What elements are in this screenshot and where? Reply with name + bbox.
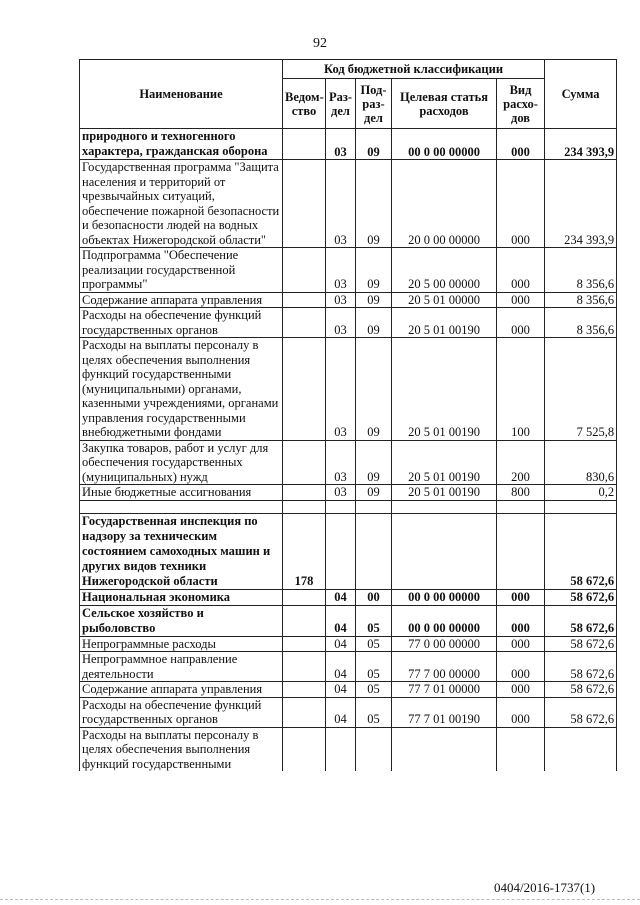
row-target-item: 20 5 01 00190 [392, 338, 497, 441]
row-name: Содержание аппарата управления [80, 682, 283, 698]
table-row [80, 500, 617, 513]
row-name: природного и техногенного характера, гражданская оборона [80, 129, 283, 160]
row-target-item: 20 5 01 00190 [392, 440, 497, 485]
table-row [80, 682, 617, 698]
scan-edge-divider [0, 899, 640, 900]
table-row [80, 292, 617, 308]
table-row [80, 697, 617, 727]
row-department [283, 652, 326, 682]
row-target-item: 20 5 01 00000 [392, 292, 497, 308]
table-row [80, 513, 617, 589]
row-amount: 8 356,6 [545, 292, 617, 308]
row-expense-type [497, 727, 545, 771]
row-expense-type: 000 [497, 308, 545, 338]
row-target-item: 00 0 00 00000 [392, 129, 497, 160]
row-expense-type: 000 [497, 636, 545, 652]
table-row [80, 440, 617, 485]
row-amount: 58 672,6 [545, 697, 617, 727]
row-name: Государственная инспекция по надзору за техническим состоянием самоходных машин и других видов техники Нижегородской области [80, 513, 283, 589]
row-subsection: 09 [356, 129, 392, 160]
row-name: Непрограммное направление деятельности [80, 652, 283, 682]
table-row [80, 652, 617, 682]
row-section: 04 [326, 652, 356, 682]
row-subsection: 09 [356, 160, 392, 248]
row-section: 03 [326, 338, 356, 441]
row-section: 03 [326, 308, 356, 338]
header-amount: Сумма [545, 60, 617, 129]
row-subsection: 09 [356, 308, 392, 338]
row-expense-type: 000 [497, 292, 545, 308]
row-subsection: 09 [356, 440, 392, 485]
row-expense-type: 000 [497, 682, 545, 698]
row-amount: 0,2 [545, 485, 617, 501]
header-code-group: Код бюджетной классификации [283, 60, 545, 79]
header-name: Наименование [80, 60, 283, 129]
row-expense-type: 200 [497, 440, 545, 485]
row-expense-type [497, 513, 545, 589]
row-target-item [392, 727, 497, 771]
table-row [80, 727, 617, 771]
row-target-item: 00 0 00 00000 [392, 605, 497, 636]
header-expense-type: Вид расхо-дов [497, 79, 545, 129]
row-section: 04 [326, 682, 356, 698]
row-name: Расходы на обеспечение функций государственных органов [80, 697, 283, 727]
row-target-item: 20 0 00 00000 [392, 160, 497, 248]
row-name: Сельское хозяйство и рыболовство [80, 605, 283, 636]
row-section: 03 [326, 129, 356, 160]
row-amount: 58 672,6 [545, 682, 617, 698]
row-amount: 58 672,6 [545, 589, 617, 605]
budget-table [79, 59, 617, 771]
row-name: Иные бюджетные ассигнования [80, 485, 283, 501]
row-name: Расходы на выплаты персоналу в целях обеспечения выполнения функций государственными [80, 727, 283, 771]
row-department [283, 129, 326, 160]
row-section: 04 [326, 636, 356, 652]
row-target-item: 77 7 01 00190 [392, 697, 497, 727]
row-amount: 7 525,8 [545, 338, 617, 441]
table-row [80, 338, 617, 441]
row-subsection [356, 513, 392, 589]
row-department [283, 338, 326, 441]
row-target-item: 77 7 01 00000 [392, 682, 497, 698]
row-expense-type: 000 [497, 248, 545, 293]
row-section: 03 [326, 485, 356, 501]
row-target-item [392, 513, 497, 589]
row-name: Расходы на выплаты персоналу в целях обеспечения выполнения функций государственными (муниципальными) органами, казенными учреждениями, органами управления государственными внебюджетными фондами [80, 338, 283, 441]
row-amount [545, 500, 617, 513]
row-subsection: 05 [356, 682, 392, 698]
row-subsection: 05 [356, 652, 392, 682]
row-subsection: 09 [356, 248, 392, 293]
table-row [80, 129, 617, 160]
row-department: 178 [283, 513, 326, 589]
page-number: 92 [313, 36, 327, 51]
table-row [80, 605, 617, 636]
row-name: Государственная программа "Защита населения и территорий от чрезвычайных ситуаций, обеспечение пожарной безопасности и безопасности людей на водных объектах Нижегородской области" [80, 160, 283, 248]
row-subsection: 05 [356, 605, 392, 636]
row-department [283, 500, 326, 513]
row-department [283, 636, 326, 652]
row-expense-type: 000 [497, 697, 545, 727]
row-target-item: 77 7 00 00000 [392, 652, 497, 682]
row-department [283, 292, 326, 308]
row-expense-type: 800 [497, 485, 545, 501]
row-expense-type [497, 500, 545, 513]
document-code: 0404/2016-1737(1) [494, 880, 596, 895]
table-row [80, 160, 617, 248]
row-department [283, 308, 326, 338]
row-name: Расходы на обеспечение функций государственных органов [80, 308, 283, 338]
row-name [80, 500, 283, 513]
row-amount: 58 672,6 [545, 513, 617, 589]
row-amount: 58 672,6 [545, 605, 617, 636]
row-expense-type: 000 [497, 589, 545, 605]
row-section [326, 727, 356, 771]
row-target-item: 20 5 00 00000 [392, 248, 497, 293]
row-department [283, 440, 326, 485]
row-expense-type: 000 [497, 652, 545, 682]
row-subsection [356, 727, 392, 771]
row-section: 04 [326, 589, 356, 605]
row-expense-type: 000 [497, 129, 545, 160]
row-department [283, 160, 326, 248]
row-amount: 8 356,6 [545, 248, 617, 293]
row-name: Непрограммные расходы [80, 636, 283, 652]
header-subsection: Под-раз-дел [356, 79, 392, 129]
table-body [80, 129, 617, 772]
row-name: Содержание аппарата управления [80, 292, 283, 308]
row-amount: 234 393,9 [545, 160, 617, 248]
header-department: Ведом-ство [283, 79, 326, 129]
row-subsection: 09 [356, 292, 392, 308]
row-amount: 58 672,6 [545, 636, 617, 652]
row-section: 03 [326, 440, 356, 485]
row-department [283, 589, 326, 605]
row-section: 03 [326, 248, 356, 293]
table-row [80, 485, 617, 501]
row-department [283, 682, 326, 698]
row-subsection: 09 [356, 338, 392, 441]
table-row [80, 636, 617, 652]
row-expense-type: 000 [497, 160, 545, 248]
table-row [80, 589, 617, 605]
row-expense-type: 000 [497, 605, 545, 636]
table-row [80, 308, 617, 338]
row-name: Национальная экономика [80, 589, 283, 605]
row-section [326, 513, 356, 589]
row-subsection: 09 [356, 485, 392, 501]
row-department [283, 697, 326, 727]
row-target-item: 20 5 01 00190 [392, 308, 497, 338]
row-section: 04 [326, 605, 356, 636]
table-row [80, 248, 617, 293]
row-department [283, 248, 326, 293]
row-subsection: 05 [356, 636, 392, 652]
row-section: 03 [326, 160, 356, 248]
row-amount: 830,6 [545, 440, 617, 485]
header-section: Раз-дел [326, 79, 356, 129]
row-name: Закупка товаров, работ и услуг для обеспечения государственных (муниципальных) нужд [80, 440, 283, 485]
row-subsection: 00 [356, 589, 392, 605]
row-target-item: 00 0 00 00000 [392, 589, 497, 605]
row-name: Подпрограмма "Обеспечение реализации государственной программы" [80, 248, 283, 293]
row-section [326, 500, 356, 513]
row-department [283, 727, 326, 771]
row-amount: 234 393,9 [545, 129, 617, 160]
header-target-item: Целевая статья расходов [392, 79, 497, 129]
row-expense-type: 100 [497, 338, 545, 441]
row-target-item: 20 5 01 00190 [392, 485, 497, 501]
row-target-item [392, 500, 497, 513]
row-amount [545, 727, 617, 771]
row-amount: 58 672,6 [545, 652, 617, 682]
row-department [283, 605, 326, 636]
row-department [283, 485, 326, 501]
row-subsection [356, 500, 392, 513]
row-section: 04 [326, 697, 356, 727]
row-subsection: 05 [356, 697, 392, 727]
row-amount: 8 356,6 [545, 308, 617, 338]
row-target-item: 77 0 00 00000 [392, 636, 497, 652]
row-section: 03 [326, 292, 356, 308]
